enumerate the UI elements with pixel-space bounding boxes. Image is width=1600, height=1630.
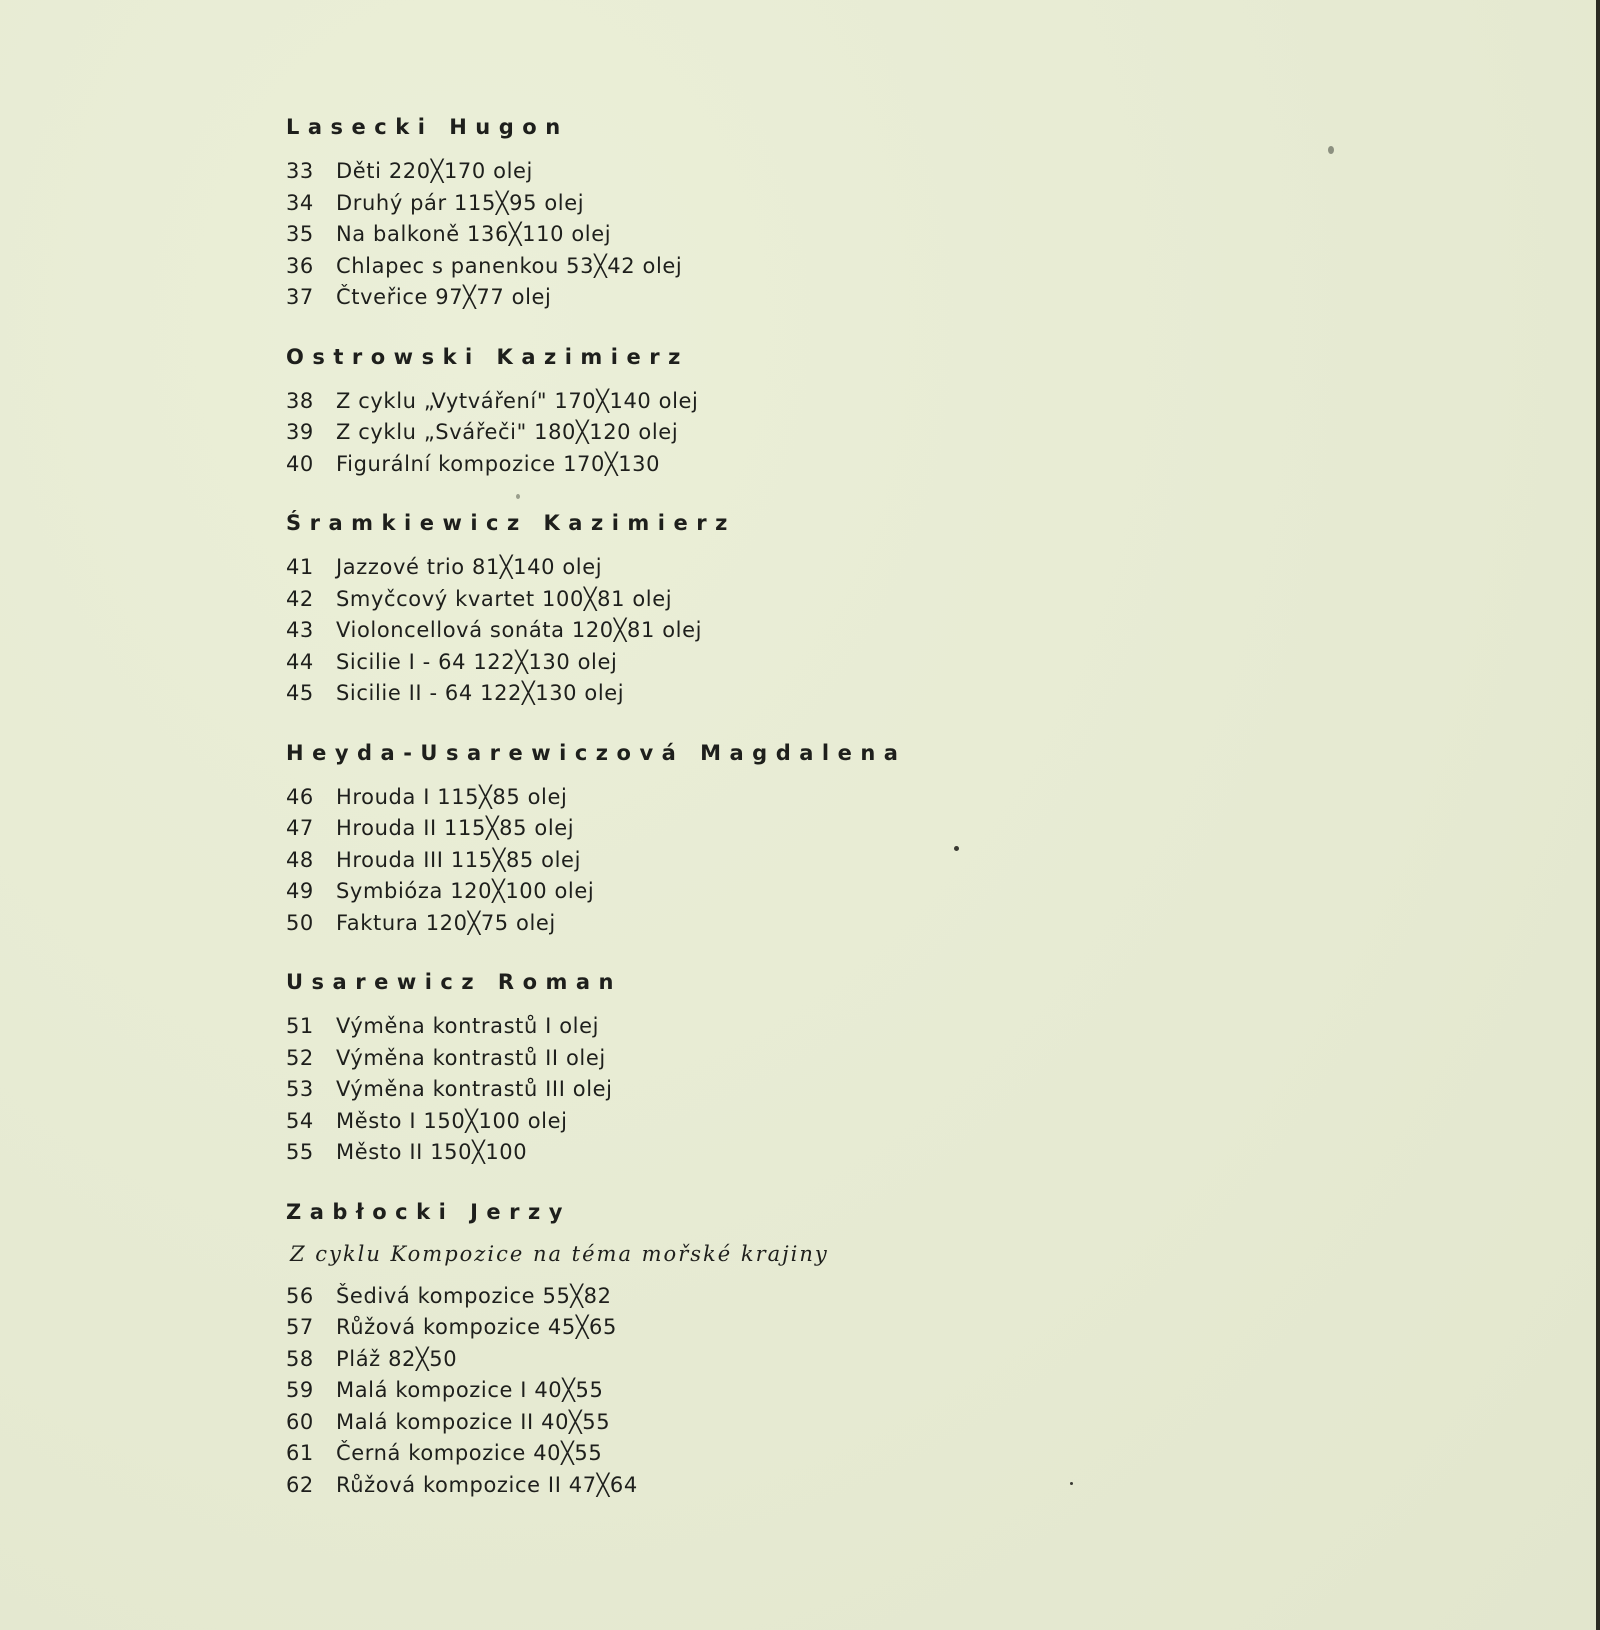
artwork-entry — [286, 449, 1186, 481]
artwork-number: 62 — [286, 1472, 314, 1497]
artwork-number: 48 — [286, 847, 314, 872]
artwork-number: 53 — [286, 1077, 314, 1101]
artwork-entry — [286, 156, 1186, 188]
artwork-title: Violoncellová sonáta 120╳81 olej — [336, 618, 703, 642]
artwork-title: Malá kompozice I 40╳55 — [336, 1378, 604, 1402]
artist-section-lasecki — [286, 112, 1186, 314]
artwork-entry — [286, 845, 1186, 877]
artwork-number: 46 — [286, 784, 314, 809]
artwork-title: Hrouda III 115╳85 olej — [336, 847, 582, 872]
artwork-entry — [286, 282, 1186, 314]
artwork-number: 44 — [286, 649, 314, 674]
artwork-entry — [286, 1043, 1186, 1075]
artwork-number: 37 — [286, 285, 314, 309]
artwork-list — [286, 386, 1186, 481]
artwork-number: 47 — [286, 816, 314, 840]
artwork-number: 52 — [286, 1045, 314, 1070]
artwork-number: 50 — [286, 910, 314, 935]
artwork-number: 49 — [286, 879, 314, 903]
artwork-title: Růžová kompozice 45╳65 — [336, 1315, 617, 1339]
artist-section-ostrowski — [286, 342, 1186, 481]
artwork-entry — [286, 1312, 1186, 1344]
artwork-entry — [286, 813, 1186, 845]
artwork-title: Pláž 82╳50 — [336, 1346, 458, 1371]
artwork-title: Na balkoně 136╳110 olej — [336, 222, 612, 246]
artwork-title: Jazzové trio 81╳140 olej — [336, 555, 603, 579]
artwork-entry — [286, 1074, 1186, 1106]
artist-name: Heyda-Usarewiczová Magdalena — [286, 740, 907, 765]
artwork-entry — [286, 1137, 1186, 1169]
artwork-title: Z cyklu „Svářeči" 180╳120 olej — [336, 420, 679, 444]
artwork-title: Černá kompozice 40╳55 — [336, 1441, 603, 1465]
artwork-entry — [286, 908, 1186, 940]
artist-section-sramkiewicz — [286, 508, 1186, 710]
artwork-number: 58 — [286, 1346, 314, 1371]
artwork-title: Růžová kompozice II 47╳64 — [336, 1472, 638, 1497]
paper-speck — [1070, 1482, 1073, 1485]
paper-speck — [954, 846, 959, 851]
artwork-entry — [286, 1407, 1186, 1439]
artist-name: Ostrowski Kazimierz — [286, 344, 689, 369]
artwork-title: Šedivá kompozice 55╳82 — [336, 1283, 612, 1308]
artwork-number: 56 — [286, 1283, 314, 1308]
artwork-entry — [286, 386, 1186, 418]
artwork-number: 59 — [286, 1378, 314, 1402]
artwork-list — [286, 1011, 1186, 1169]
artwork-title: Sicilie I - 64 122╳130 olej — [336, 649, 618, 674]
artwork-list — [286, 156, 1186, 314]
artwork-title: Figurální kompozice 170╳130 — [336, 451, 661, 476]
artwork-number: 41 — [286, 555, 314, 579]
artwork-title: Hrouda II 115╳85 olej — [336, 816, 575, 840]
artwork-title: Sicilie II - 64 122╳130 olej — [336, 681, 625, 705]
artwork-entry — [286, 1011, 1186, 1043]
artwork-entry — [286, 1281, 1186, 1313]
artwork-entry — [286, 615, 1186, 647]
artwork-entry — [286, 188, 1186, 220]
paper-speck — [516, 494, 520, 499]
artwork-entry — [286, 584, 1186, 616]
artwork-title: Smyčcový kvartet 100╳81 olej — [336, 586, 673, 611]
artist-section-zablocki — [286, 1197, 1186, 1502]
artwork-entry — [286, 1375, 1186, 1407]
artwork-title: Město I 150╳100 olej — [336, 1108, 568, 1133]
artwork-number: 36 — [286, 253, 314, 278]
artwork-number: 61 — [286, 1441, 314, 1465]
artwork-number: 45 — [286, 681, 314, 705]
artwork-number: 38 — [286, 388, 314, 413]
artwork-title: Z cyklu „Vytváření" 170╳140 olej — [336, 388, 699, 413]
artwork-list — [286, 552, 1186, 710]
cycle-subtitle: Z cyklu Kompozice na téma mořské krajiny — [290, 1241, 829, 1266]
artwork-number: 54 — [286, 1108, 314, 1133]
artwork-number: 40 — [286, 451, 314, 476]
artwork-entry — [286, 1438, 1186, 1470]
artwork-title: Faktura 120╳75 olej — [336, 910, 556, 935]
artwork-title: Malá kompozice II 40╳55 — [336, 1409, 611, 1434]
artwork-title: Město II 150╳100 — [336, 1140, 528, 1164]
artwork-title: Výměna kontrastů II olej — [336, 1045, 606, 1070]
artwork-entry — [286, 251, 1186, 283]
artwork-entry — [286, 876, 1186, 908]
artist-name: Zabłocki Jerzy — [286, 1199, 571, 1224]
artwork-title: Druhý pár 115╳95 olej — [336, 190, 585, 215]
artwork-number: 42 — [286, 586, 314, 611]
artwork-entry — [286, 1106, 1186, 1138]
artwork-number: 34 — [286, 190, 314, 215]
artwork-entry — [286, 1470, 1186, 1502]
artwork-number: 51 — [286, 1014, 314, 1038]
artwork-title: Výměna kontrastů III olej — [336, 1077, 613, 1101]
artwork-title: Chlapec s panenkou 53╳42 olej — [336, 253, 683, 278]
artwork-number: 39 — [286, 420, 314, 444]
scan-edge — [1596, 0, 1600, 1630]
artwork-number: 43 — [286, 618, 314, 642]
artist-name: Lasecki Hugon — [286, 115, 569, 139]
paper-speck — [1328, 146, 1334, 154]
artwork-number: 57 — [286, 1315, 314, 1339]
artwork-list — [286, 782, 1186, 940]
artwork-number: 33 — [286, 159, 314, 183]
artwork-title: Hrouda I 115╳85 olej — [336, 784, 568, 809]
artwork-entry — [286, 1344, 1186, 1376]
artwork-entry — [286, 647, 1186, 679]
artwork-list — [286, 1281, 1186, 1502]
artwork-entry — [286, 552, 1186, 584]
artist-name: Śramkiewicz Kazimierz — [286, 511, 736, 535]
artwork-title: Děti 220╳170 olej — [336, 159, 533, 183]
artwork-number: 55 — [286, 1140, 314, 1164]
artwork-entry — [286, 219, 1186, 251]
artwork-number: 35 — [286, 222, 314, 246]
artist-name: Usarewicz Roman — [286, 970, 623, 994]
artwork-title: Symbióza 120╳100 olej — [336, 879, 595, 903]
artist-section-usarewicz — [286, 967, 1186, 1169]
artwork-entry — [286, 782, 1186, 814]
artwork-catalogue — [286, 112, 1186, 1529]
artwork-number: 60 — [286, 1409, 314, 1434]
artwork-entry — [286, 678, 1186, 710]
artist-section-heyda-usarewiczova — [286, 738, 1186, 940]
artwork-entry — [286, 417, 1186, 449]
artwork-title: Čtveřice 97╳77 olej — [336, 285, 552, 309]
artwork-title: Výměna kontrastů I olej — [336, 1014, 600, 1038]
